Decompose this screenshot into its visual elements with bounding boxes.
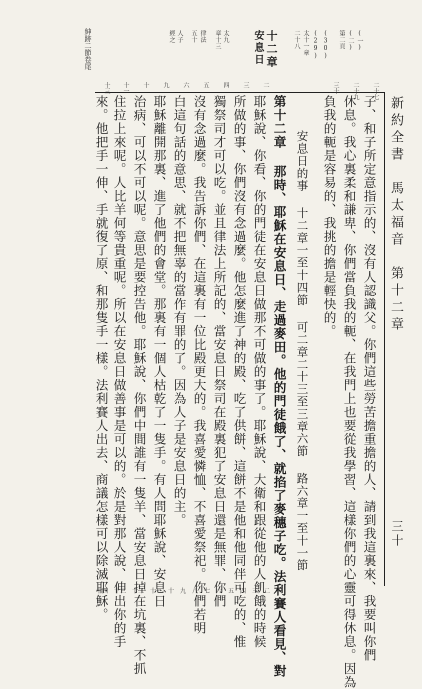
right-rule [384, 92, 385, 586]
text-column-1: 子、和子所定意指示的、沒有人認識父。你們這些勞苦擔重擔的人、請到我這裏來、我要叫你們 [361, 95, 377, 662]
verse-number-9: 五 [202, 82, 209, 88]
cross-ref-9: 太十一章 [302, 30, 309, 56]
verse-number-12: 十 [142, 82, 149, 88]
cross-ref-chapter-heading: 十二章 [265, 30, 278, 69]
cross-ref-5: 太九 [222, 30, 229, 43]
cross-ref-subject: 安息日 [252, 30, 263, 66]
top-right-mark-3: 第二頁 [338, 30, 345, 50]
footer-line-numbers: 十四 十三 十二 十一 十 九 八 七 六 五 四 三 二 一 [96, 588, 283, 595]
text-column-chapter-start: 第十二章 那時、耶穌在安息日、走過麥田。他的門徒餓了、就掐了麥穗子吃。法利賽人看見、對 [271, 95, 287, 678]
header-rule [95, 92, 385, 93]
text-column-9: 沒有念過麼。我告訴你們、在這裏有一位比殿更大的。我喜愛憐恤、不喜愛祭祀。你們若明 [191, 95, 207, 635]
verse-number-6: 二 [262, 82, 269, 88]
text-column-13: 住拉上來呢。人比羊何等貴重呢。所以在安息日做善事是可以的。於是對那人說、伸出你的手 [111, 95, 127, 649]
text-column-12: 治病、可以不可以呢。意思是要控告他。耶穌說、你們中間誰有一隻羊、當安息日掉在坑裏、不抓 [131, 95, 147, 676]
top-right-mark-2: (二) [347, 30, 354, 52]
cross-ref-7: (30) [322, 30, 329, 60]
verse-number-2: 二十九 [352, 82, 359, 100]
cross-ref-3: 律法 [199, 30, 206, 43]
far-left-cross-ref: 紳跡二節卷尾 [84, 28, 92, 70]
cross-ref-8: (29) [312, 30, 319, 60]
cross-ref-10: 二十八 [293, 30, 300, 50]
section-subheading: 安息日的事 十二章一至十四節 可二章二十三至三章六節 路六章一至十一節 [295, 130, 310, 572]
verse-number-7: 三 [242, 82, 249, 88]
text-column-6: 耶穌說、你看、你的門徒在安息日做那不可做的事了。耶穌說、大衛和跟從他的人飢餓的時候 [251, 95, 267, 649]
cross-ref-6: 章十三 [214, 30, 221, 50]
verse-number-8: 四 [222, 82, 229, 88]
verse-number-10: 六 [182, 82, 189, 88]
verse-number-11: 九 [162, 82, 169, 88]
running-title: 新約全書 馬太福音 第十二章 [388, 96, 403, 334]
verse-number-3: 三十 [332, 82, 339, 94]
text-column-10: 白這句話的意思、就不把無辜的當作有罪的了。因為人子是安息日的主。 [171, 95, 187, 527]
cross-ref-2: 經之 [168, 30, 175, 43]
page-number: 三十 [390, 520, 404, 548]
cross-ref-4: 五十 [190, 30, 197, 43]
text-column-3: 負我的軛是容易的、我挑的擔是輕快的。 [321, 95, 337, 338]
verse-number-14: 十三 [103, 82, 110, 94]
top-right-mark-1: (一) [356, 30, 363, 52]
text-column-11: 耶穌離開那裏、進了他們的會堂。那裏有一個人枯乾了一隻手。有人問耶穌說、安息日 [151, 95, 167, 608]
verse-number-13: 十一 [122, 82, 129, 94]
verse-number-1: 二十七 [372, 82, 379, 100]
text-column-7: 所做的事、你們沒有念過麼。他怎麼進了神的殿、吃了供餅、這餅不是他和他同伴可吃的、惟 [231, 95, 247, 649]
text-column-8: 獨祭司才可以吃。並且律法上所記的、當安息日祭司在殿裏犯了安息日還是無罪、你們 [211, 95, 227, 608]
text-column-14: 來。他把手一伸、手就復了原、和那隻手一樣。法利賽人出去、商議怎樣可以除滅耶穌。 [93, 95, 109, 622]
cross-ref-1: 人子 [176, 30, 183, 43]
text-column-2: 休息。我心裏柔和謙卑、你們當負我的軛、在我門上也要從我學習、這樣你們的心靈可得休息。因為 [341, 95, 357, 689]
